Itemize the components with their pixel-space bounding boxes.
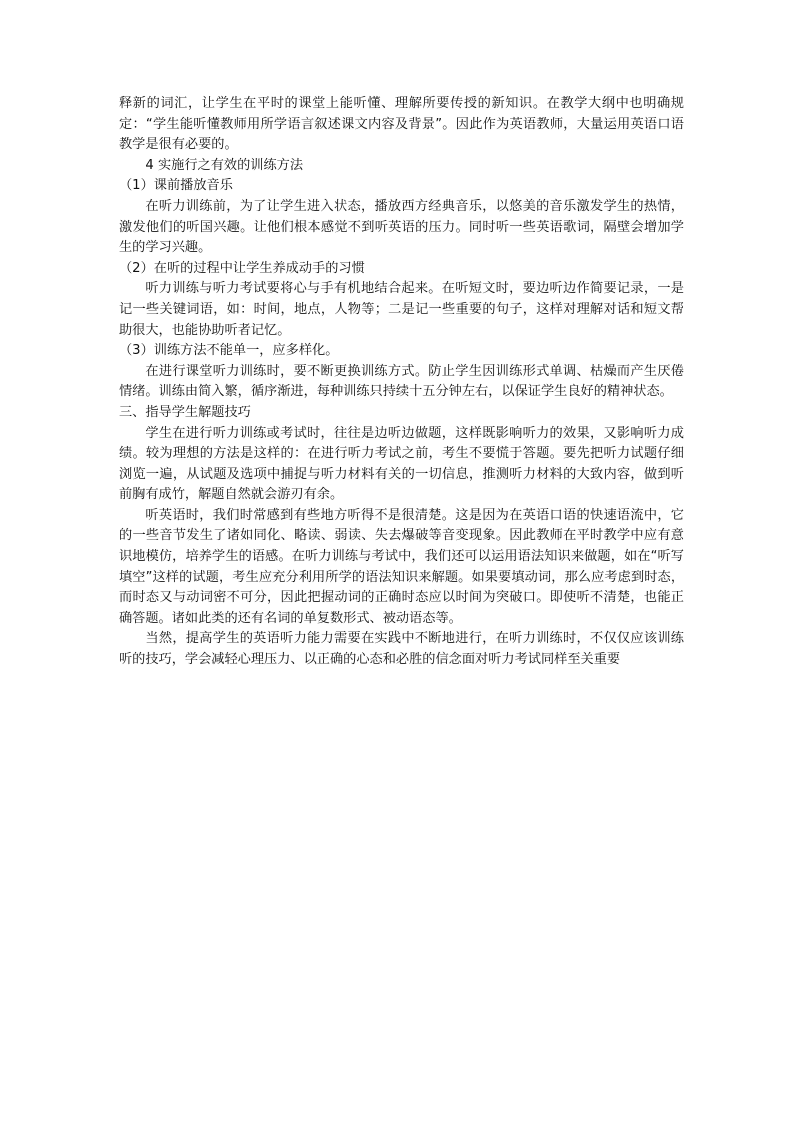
paragraph-music: 在听力训练前，为了让学生进入状态，播放西方经典音乐，以悠美的音乐激发学生的热情，激发他们的听国兴趣。让他们根本感觉不到听英语的压力。同时听一些英语歌词，隔壁会增加学生的学习兴趣。	[119, 198, 684, 256]
subheading-3: （3）训练方法不能单一，应多样化。	[119, 343, 339, 359]
paragraph-continuation: 释新的词汇，让学生在平时的课堂上能听懂、理解所要传授的新知识。在教学大纲中也明确规定：“学生能听懂教师用所学语言叙述课文内容及背景”。因此作为英语教师，大量运用英语口语教学是很有必要的。	[119, 96, 684, 153]
paragraph-preview: 学生在进行听力训练或考试时，往往是边听边做题，这样既影响听力的效果，又影响听力成绩。较为理想的方法是这样的：在进行听力考试之前，考生不要慌于答题。要先把听力试题仔细浏览一遍，从试题及选项中捕捉与听力材料有关的一切信息，推测听力材料的大致内容，做到听前胸有成竹，解题自然就会游刃有余。	[119, 425, 684, 503]
paragraph-variety: 在进行课堂听力训练时，要不断更换训练方式。防止学生因训练形式单调、枯燥而产生厌倦情绪。训练由简入繁，循序渐进，每种训练只持续十五分钟左右，以保证学生良好的精神状态。	[119, 363, 684, 400]
paragraph-conclusion: 当然，提高学生的英语听力能力需要在实践中不断地进行，在听力训练时，不仅仅应该训练听的技巧，学会减轻心理压力、以正确的心态和必胜的信念面对听力考试同样至关重要	[119, 631, 684, 668]
paragraph-grammar: 听英语时，我们时常感到有些地方听得不是很清楚。这是因为在英语口语的快速语流中，它的一些音节发生了诸如同化、略读、弱读、失去爆破等音变现象。因此教师在平时教学中应有意识地模仿，培养学生的语感。在听力训练与考试中，我们还可以运用语法知识来做题，如在“听写填空”这样的试题，考生应充分利用所学的语法知识来解题。如果要填动词，那么应考虑到时态，而时态又与动词密不可分，因此把握动词的正确时态应以时间为突破口。即使听不清楚，也能正确答题。诸如此类的还有名词的单复数形式、被动语态等。	[119, 507, 684, 626]
section-heading-3: 三、指导学生解题技巧	[119, 404, 251, 420]
paragraph-notes: 听力训练与听力考试要将心与手有机地结合起来。在听短文时，要边听边作简要记录，一是记一些关键词语，如：时间，地点，人物等；二是记一些重要的句子，这样对理解对话和短文帮助很大，也能协助听者记忆。	[119, 281, 684, 338]
subheading-2: （2）在听的过程中让学生养成动手的习惯	[119, 260, 365, 276]
document-body	[119, 94, 684, 671]
subheading-1: （1）课前播放音乐	[119, 178, 233, 194]
section-heading-4: 4 实施行之有效的训练方法	[145, 157, 304, 173]
